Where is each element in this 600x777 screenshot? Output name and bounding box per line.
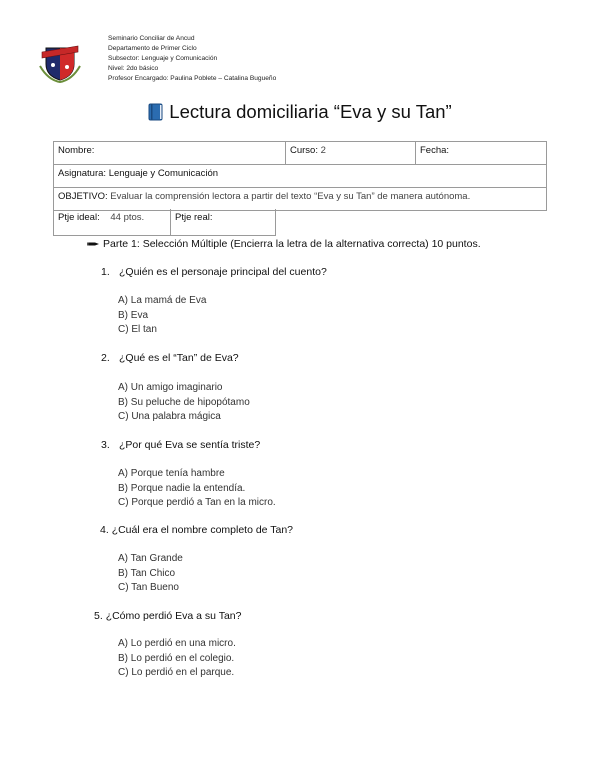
header-line: Nivel: 2do básico [108, 65, 159, 72]
header-line: Profesor Encargado: Paulina Poblete – Catalina Bugueño [108, 75, 277, 82]
option-b[interactable]: B) Porque nadie la entendía. [118, 482, 246, 494]
question-5 [94, 610, 242, 622]
ptje-ideal-label: Ptje ideal: [58, 212, 100, 223]
asignatura-row [54, 165, 547, 188]
page-title [0, 101, 600, 123]
option-a[interactable]: A) Lo perdió en una micro. [118, 638, 236, 649]
question-number: 5. [94, 610, 103, 622]
options-q5 [118, 637, 236, 681]
question-text: ¿Cómo perdió Eva a su Tan? [105, 610, 242, 622]
objetivo-text: Evaluar la comprensión lectora a partir del texto “Eva y su Tan” de manera autónoma. [110, 191, 471, 202]
options-q2 [118, 381, 250, 425]
question-text: ¿Quién es el personaje principal del cuento? [119, 266, 327, 278]
question-text: ¿Cuál era el nombre completo de Tan? [111, 524, 294, 536]
fecha-label: Fecha: [420, 145, 450, 156]
ptje-ideal-value: 44 ptos. [110, 212, 145, 223]
title-text: Lectura domiciliaria “Eva y su Tan” [169, 101, 452, 122]
option-c[interactable]: C) Una palabra mágica [118, 411, 221, 422]
header-line: Departamento de Primer Ciclo [108, 45, 197, 52]
option-a[interactable]: A) Tan Grande [118, 553, 183, 564]
fecha-field[interactable] [416, 142, 547, 165]
question-1 [101, 266, 327, 278]
objetivo-label: OBJETIVO: [58, 191, 108, 202]
header-line: Subsector: Lenguaje y Comunicación [108, 55, 218, 62]
option-b[interactable]: B) Tan Chico [118, 567, 176, 579]
asignatura-text: Asignatura: Lenguaje y Comunicación [58, 168, 219, 179]
option-a[interactable]: A) Porque tenía hambre [118, 468, 225, 479]
ptje-ideal-cell [54, 209, 171, 235]
objetivo-row [54, 188, 547, 211]
option-b[interactable]: B) Eva [118, 309, 149, 321]
option-b[interactable]: B) Su peluche de hipopótamo [118, 396, 250, 408]
question-number: 1. [101, 266, 110, 278]
options-q1 [118, 294, 206, 338]
question-3 [101, 439, 260, 451]
option-c[interactable]: C) Porque perdió a Tan en la micro. [118, 497, 276, 508]
ptje-real-field[interactable] [171, 209, 275, 235]
option-a[interactable]: A) La mamá de Eva [118, 295, 207, 306]
pencil-icon [87, 240, 99, 248]
blue-book-icon [148, 103, 163, 121]
option-c[interactable]: C) Lo perdió en el parque. [118, 667, 235, 678]
part1-heading [87, 238, 481, 250]
question-number: 4. [100, 524, 109, 536]
options-q3 [118, 467, 276, 511]
options-q4 [118, 552, 183, 596]
option-c[interactable]: C) El tan [118, 324, 157, 335]
nombre-field[interactable] [54, 142, 286, 165]
part1-text: Parte 1: Selección Múltiple (Encierra la letra de la alternativa correcta) 10 puntos. [103, 238, 481, 250]
question-2 [101, 352, 239, 364]
nombre-label: Nombre: [58, 145, 95, 156]
question-number: 3. [101, 439, 110, 451]
option-c[interactable]: C) Tan Bueno [118, 582, 179, 593]
curso-label: Curso: [290, 145, 318, 156]
curso-field[interactable] [286, 142, 416, 165]
curso-value: 2 [320, 145, 326, 156]
question-text: ¿Por qué Eva se sentía triste? [119, 439, 261, 451]
question-text: ¿Qué es el “Tan” de Eva? [119, 352, 239, 364]
question-4 [100, 524, 293, 536]
option-a[interactable]: A) Un amigo imaginario [118, 382, 223, 393]
school-header [108, 34, 276, 84]
school-crest-logo [38, 40, 82, 84]
student-info-table [53, 141, 547, 211]
option-b[interactable]: B) Lo perdió en el colegio. [118, 652, 235, 664]
score-table [53, 209, 276, 236]
question-number: 2. [101, 352, 110, 364]
ptje-real-label: Ptje real: [175, 212, 213, 223]
header-line: Seminario Conciliar de Ancud [108, 35, 195, 42]
